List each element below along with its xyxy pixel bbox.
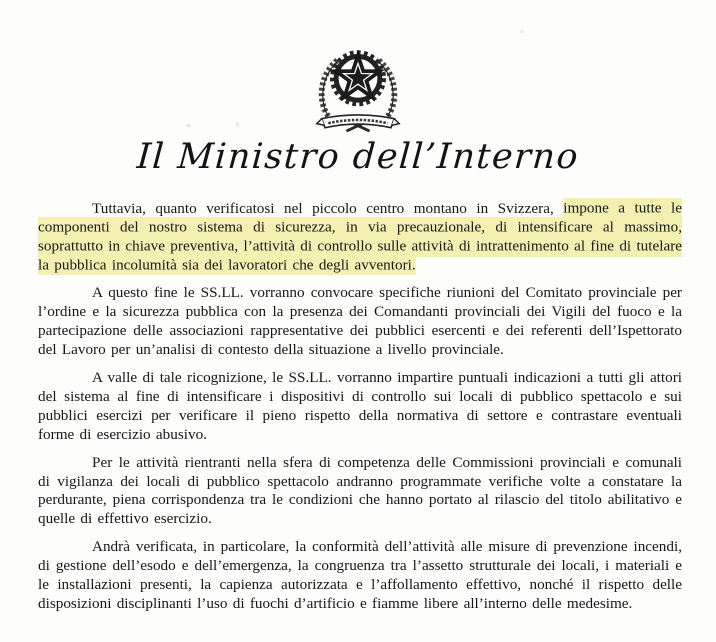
paragraph: [38, 284, 682, 360]
letterhead: [0, 0, 716, 180]
highlighted-text-segment: impone a tutte le componenti del nostro sistema di sicurezza, in via precauzionale, di intensificare al massimo, soprattutto in chiave preventiva, l’attività di controllo sulle attività di intrattenimento al fine di tutelare la pubblica incolumità sia dei lavoratori che degli avventori.: [38, 199, 682, 274]
italian-republic-emblem-icon: [306, 42, 410, 136]
scan-artifact: [520, 30, 524, 33]
document-title: Il Ministro dell’Interno: [135, 137, 581, 177]
document-body: [38, 200, 682, 614]
text-segment: Tuttavia, quanto verificatosi nel piccolo centro montano in Svizzera,: [92, 199, 564, 217]
text-segment: A valle di tale ricognizione, le SS.LL. vorranno impartire puntuali indicazioni a tutti gli attori del sistema al fine di intensificare i dispositivi di controllo sui locali di pubblico spettacolo e sui pubblici esercizi per verificare il pieno rispetto della normativa di settore e contrastare eventuali forme di esercizio abusivo.: [38, 369, 682, 443]
scan-artifact: [186, 124, 191, 127]
paragraph: [38, 538, 682, 614]
text-segment: Per le attività rientranti nella sfera di competenza delle Commissioni provinciali e comunali di vigilanza dei locali di pubblico spettacolo andranno programmate verifiche volte a constatare la perdurante, piena corrispondenza tra le condizioni che hanno portato al rilascio del titolo abilitativo e quelle di effettivo esercizio.: [38, 453, 682, 528]
text-segment: Andrà verificata, in particolare, la conformità dell’attività alle misure di prevenzione incendi, di gestione dell’esodo e dell’emergenza, la congruenza tra l’assetto strutturale dei locali, i materiali e le installazioni presenti, la capienza autorizzata e l’affollamento effettivo, nonché il rispetto delle disposizioni disciplinanti l’uso di fuochi d’artificio e fiamme libere all’interno delle medesime.: [38, 538, 682, 612]
scan-artifact: [236, 122, 239, 127]
paragraph: [38, 454, 682, 530]
paragraph: [38, 200, 682, 276]
paragraph: [38, 369, 682, 445]
text-segment: A questo fine le SS.LL. vorranno convocare specifiche riunioni del Comitato provinciale per l’ordine e la sicurezza pubblica con la presenza dei Comandanti provinciali dei Vigili del fuoco e la partecipazione delle associazioni rappresentative dei pubblici esercenti e dei referenti dell’Ispettorato del Lavoro per un’analisi di contesto della situazione a livello provinciale.: [38, 284, 682, 359]
emblem-container: [0, 42, 716, 132]
